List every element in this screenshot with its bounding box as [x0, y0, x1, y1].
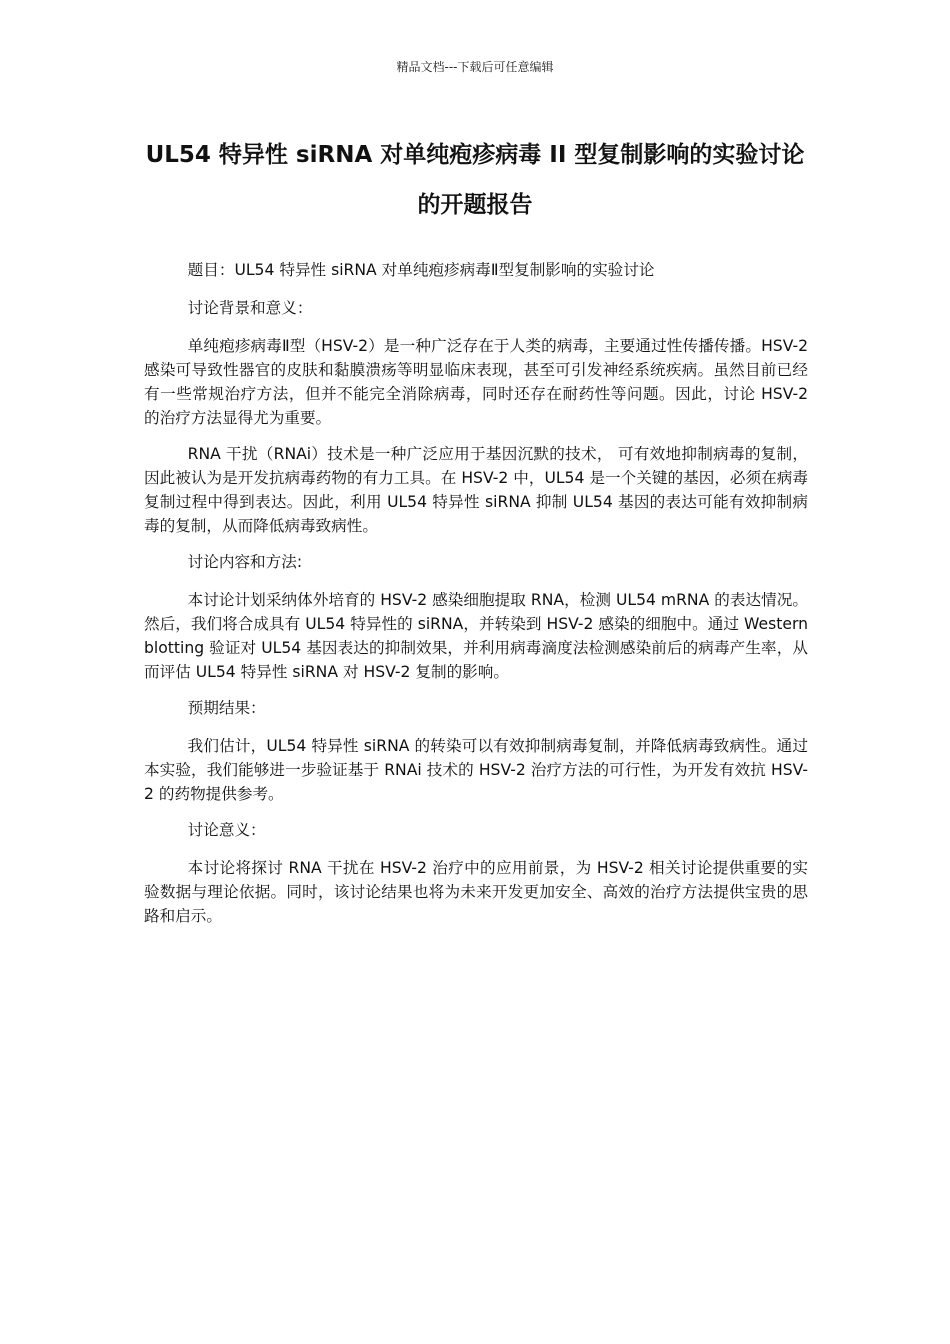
significance-paragraph: 本讨论将探讨 RNA 干扰在 HSV-2 治疗中的应用前景，为 HSV-2 相关讨论提供重要的实验数据与理论依据。同时，该讨论结果也将为未来开发更加安全、高效的治疗方法提供宝贵的思路和启示。: [144, 859, 808, 925]
page-header-note: 精品文档---下载后可任意编辑: [396, 60, 554, 74]
document-title: UL54 特异性 siRNA 对单纯疱疹病毒 II 型复制影响的实验讨论的开题报告: [145, 142, 805, 218]
background-heading: 讨论背景和意义：: [187, 299, 313, 317]
significance-heading: 讨论意义：: [187, 821, 266, 839]
results-paragraph: 我们估计，UL54 特异性 siRNA 的转染可以有效抑制病毒复制，并降低病毒致病性。通过本实验，我们能够进一步验证基于 RNAi 技术的 HSV-2 治疗方法的可行性，为开发有效抗 HSV-2 的药物提供参考。: [144, 737, 808, 803]
background-paragraph-1: 单纯疱疹病毒Ⅱ型（HSV-2）是一种广泛存在于人类的病毒，主要通过性传播传播。HSV-2 感染可导致性器官的皮肤和黏膜溃疡等明显临床表现，甚至可引发神经系统疾病。虽然目前已经有一些常规治疗方法，但并不能完全消除病毒，同时还存在耐药性等问题。因此，讨论 HSV-2 的治疗方法显得尤为重要。: [144, 337, 808, 427]
document-body: [144, 258, 808, 940]
methods-heading: 讨论内容和方法:: [187, 553, 303, 571]
results-heading: 预期结果：: [187, 699, 266, 717]
methods-paragraph: 本讨论计划采纳体外培育的 HSV-2 感染细胞提取 RNA，检测 UL54 mRNA 的表达情况。然后，我们将合成具有 UL54 特异性的 siRNA，并转染到 HSV-2 感染的细胞中。通过 Western blotting 验证对 UL54 基因表达的抑制效果，并利用病毒滴度法检测感染前后的病毒产生率，从而评估 UL54 特异性 siRNA 对 HSV-2 复制的影响。: [144, 591, 808, 681]
topic-line: 题目：UL54 特异性 siRNA 对单纯疱疹病毒Ⅱ型复制影响的实验讨论: [187, 261, 655, 279]
background-paragraph-2: RNA 干扰（RNAi）技术是一种广泛应用于基因沉默的技术， 可有效地抑制病毒的复制，因此被认为是开发抗病毒药物的有力工具。在 HSV-2 中，UL54 是一个关键的基因，必须在病毒复制过程中得到表达。因此，利用 UL54 特异性 siRNA 抑制 UL54 基因的表达可能有效抑制病毒的复制，从而降低病毒致病性。: [144, 445, 808, 535]
